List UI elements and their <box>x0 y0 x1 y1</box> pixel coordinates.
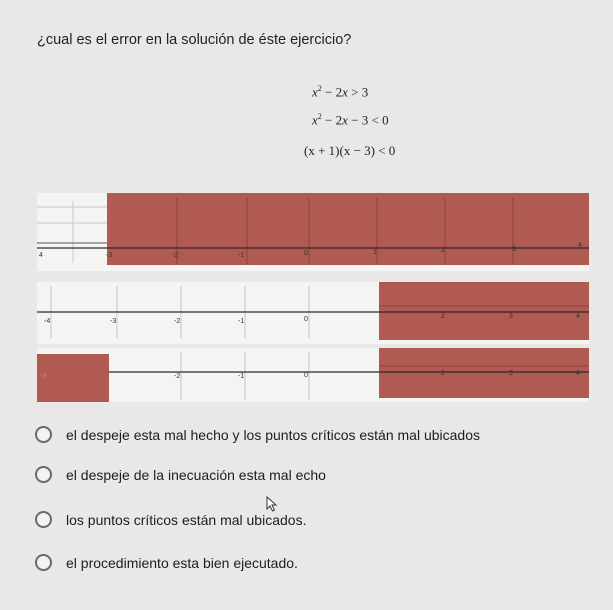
eq1-var: x <box>312 84 318 100</box>
number-line-2 <box>37 282 589 344</box>
option-1-label: el despeje esta mal hecho y los puntos críticos están mal ubicados <box>66 426 481 443</box>
nl3-tick-0: -3 <box>40 373 47 380</box>
eq1-tail: > 3 <box>347 84 369 100</box>
option-3[interactable] <box>35 511 306 528</box>
nl3-tick-4: 2 <box>441 370 445 377</box>
nl1-tick-1: -3 <box>106 252 113 259</box>
nl3-tick-1: -2 <box>174 373 181 380</box>
nl1-tick-4: 0 <box>304 250 308 257</box>
shade-region-2 <box>379 282 589 340</box>
option-4-label: el procedimiento esta bien ejecutado. <box>66 554 298 571</box>
option-2-label: el despeje de la inecuación esta mal echo <box>66 466 326 483</box>
nl2-tick-0: -4 <box>44 318 51 325</box>
eq2-var: x <box>312 112 318 128</box>
nl1-tick-6: 2 <box>441 247 445 254</box>
shade-region-3b <box>379 348 589 398</box>
eq2-var2: x <box>342 112 348 128</box>
number-line-3 <box>37 348 589 402</box>
option-4[interactable] <box>35 554 298 571</box>
eq1-exp: 2 <box>317 84 322 93</box>
nl2-tick-2: -2 <box>174 318 181 325</box>
nl3-tick-3: 0 <box>304 372 308 379</box>
nl2-tick-6: 3 <box>509 313 513 320</box>
shade-region-3a <box>37 354 109 402</box>
question-text: ¿cual es el error en la solución de éste ejercicio? <box>37 32 352 48</box>
option-3-label: los puntos críticos están mal ubicados. <box>66 511 307 528</box>
nl2-tick-7: 4 <box>576 313 580 320</box>
mouse-pointer-icon <box>266 496 278 512</box>
nl3-tick-5: 3 <box>509 370 513 377</box>
option-1[interactable] <box>35 426 480 443</box>
nl1-tick-3: -1 <box>238 252 245 259</box>
radio-button-2[interactable] <box>35 466 52 483</box>
equation-step-3: (x + 1)(x − 3) < 0 <box>304 143 396 158</box>
shade-region-1 <box>107 193 589 265</box>
eq1-var2: x <box>342 84 348 100</box>
nl2-tick-3: -1 <box>238 318 245 325</box>
nl1-tick-7: 3 <box>512 246 516 253</box>
eq1-rest: − 2 <box>321 84 343 100</box>
nl1-tick-8: 4 <box>578 242 582 249</box>
nl1-tick-2: -2 <box>172 252 179 259</box>
nl3-tick-2: -1 <box>238 373 245 380</box>
equation-step-2 <box>312 112 389 128</box>
option-2[interactable] <box>35 466 326 483</box>
radio-button-3[interactable] <box>35 511 52 528</box>
eq2-tail: − 3 < 0 <box>347 112 389 128</box>
equation-step-1 <box>312 84 368 100</box>
nl2-tick-4: 0 <box>304 316 308 323</box>
nl1-tick-5: 1 <box>373 249 377 256</box>
eq2-exp: 2 <box>317 112 322 121</box>
nl1-tick-0: 4 <box>39 252 43 259</box>
radio-button-4[interactable] <box>35 554 52 571</box>
nl2-tick-5: 2 <box>441 313 445 320</box>
number-line-1 <box>37 193 589 271</box>
radio-button-1[interactable] <box>35 426 52 443</box>
nl3-tick-6: 4 <box>576 370 580 377</box>
nl2-tick-1: -3 <box>110 318 117 325</box>
eq2-rest: − 2 <box>321 112 343 128</box>
